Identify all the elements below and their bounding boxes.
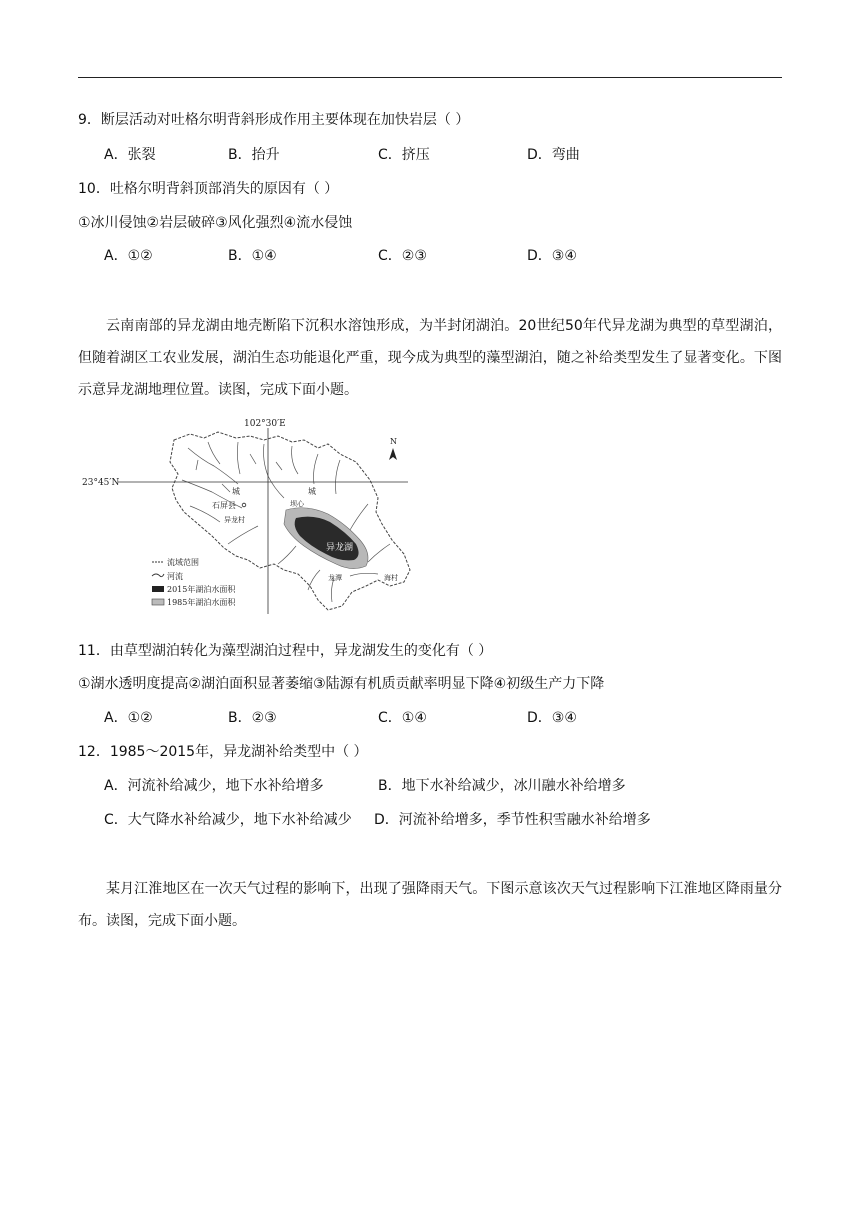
q11-option-c[interactable]: C．①④ (378, 710, 427, 726)
q9-option-a[interactable]: A．张裂 (104, 147, 156, 163)
q10-stem: 10．吐格尔明背斜顶部消失的原因有（ ） (78, 181, 339, 197)
longitude-label: 102°30′E (244, 419, 286, 429)
lake-area-2015 (295, 517, 359, 561)
q10-option-b[interactable]: B．①④ (228, 248, 277, 264)
q12-option-c[interactable]: C．大气降水补给减少，地下水补给减少 (104, 812, 352, 828)
map-legend (152, 557, 236, 607)
q10-option-a[interactable]: A．①② (104, 248, 153, 264)
place-label: 异龙村 (224, 516, 245, 524)
legend-river: 河流 (167, 572, 183, 581)
legend-lake-2015: 2015年湖泊水面积 (167, 585, 236, 594)
q12-option-d[interactable]: D．河流补给增多，季节性积雪融水补给增多 (374, 812, 651, 828)
north-arrow-icon (389, 437, 397, 460)
q10-items: ①冰川侵蚀②岩层破碎③风化强烈④流水侵蚀 (78, 215, 353, 231)
q12-stem: 12．1985～2015年，异龙湖补给类型中（ ） (78, 744, 368, 760)
passage-yilong-lake: 云南南部的异龙湖由地壳断陷下沉积水溶蚀形成，为半封闭湖泊。20世纪50年代异龙湖为典型的草型湖泊，但随着湖区工农业发展，湖泊生态功能退化严重，现今成为典型的藻型湖泊，随之补给类型发生了显著变化。下图示意异龙湖地理位置。读图，完成下面小题。 (78, 318, 782, 398)
place-label: 石屏县 (212, 501, 236, 510)
yilong-lake-map (78, 414, 422, 620)
q9-option-b[interactable]: B．抬升 (228, 147, 280, 163)
header-rule (78, 77, 782, 78)
q11-items: ①湖水透明度提高②湖泊面积显著萎缩③陆源有机质贡献率明显下降④初级生产力下降 (78, 676, 605, 692)
place-label: 城 (308, 487, 316, 496)
q9-option-c[interactable]: C．挤压 (378, 147, 430, 163)
passage-jianghuai-rainfall: 某月江淮地区在一次天气过程的影响下，出现了强降雨天气。下图示意该次天气过程影响下江淮地区降雨量分布。读图，完成下面小题。 (78, 881, 782, 929)
svg-text:N: N (390, 437, 397, 446)
q9-stem: 9．断层活动对吐格尔明背斜形成作用主要体现在加快岩层（ ） (78, 112, 470, 128)
legend-lake-1985: 1985年湖泊水面积 (167, 598, 236, 607)
q11-option-b[interactable]: B．②③ (228, 710, 277, 726)
lake-label: 异龙湖 (326, 543, 354, 553)
q10-option-c[interactable]: C．②③ (378, 248, 427, 264)
q9-option-d[interactable]: D．弯曲 (527, 147, 580, 163)
place-label: 海村 (384, 574, 398, 582)
q11-stem: 11．由草型湖泊转化为藻型湖泊过程中，异龙湖发生的变化有（ ） (78, 643, 493, 659)
latitude-label: 23°45′N (82, 478, 120, 488)
place-label: 城 (232, 487, 240, 496)
q10-option-d[interactable]: D．③④ (527, 248, 577, 264)
place-label: 龙潭 (328, 574, 342, 582)
q12-option-a[interactable]: A．河流补给减少，地下水补给增多 (104, 778, 324, 794)
q11-option-a[interactable]: A．①② (104, 710, 153, 726)
legend-basin: 流域范围 (167, 558, 199, 567)
q11-option-d[interactable]: D．③④ (527, 710, 577, 726)
q12-option-b[interactable]: B．地下水补给减少，冰川融水补给增多 (378, 778, 626, 794)
place-label: 坝心 (290, 500, 304, 508)
